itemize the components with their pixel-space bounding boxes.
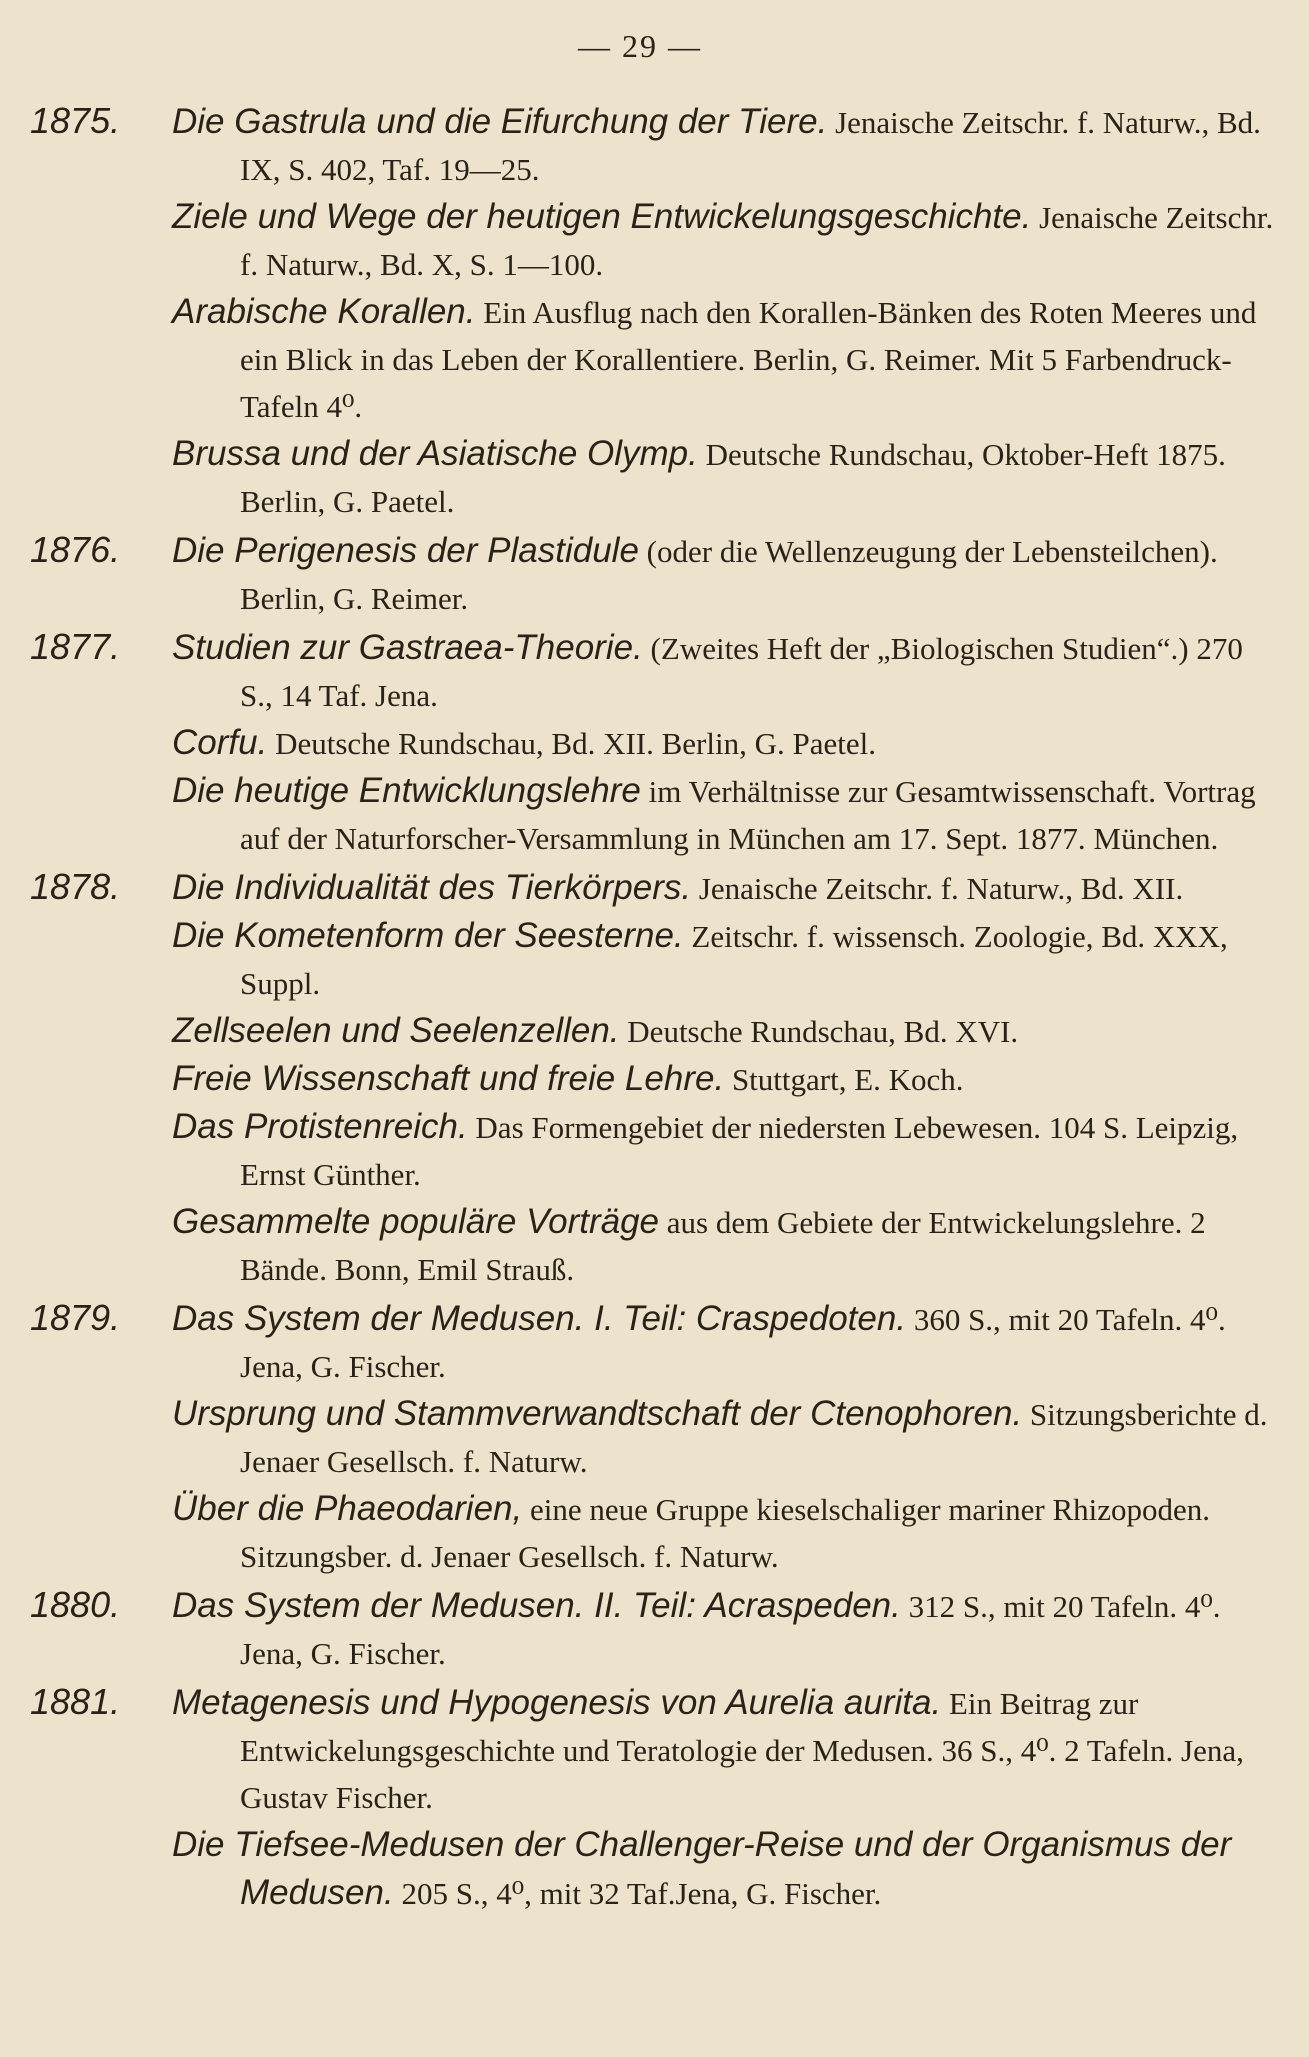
entry-year: 1878. <box>30 866 121 907</box>
publication-entry <box>172 1198 1275 1293</box>
publication-entry <box>172 1295 1275 1390</box>
publication-title: Die Tiefsee-Medusen der Challenger-Reise und der Organismus der Medusen. <box>172 1825 1232 1912</box>
publication-title: Die Kometenform der Seesterne. <box>172 916 684 955</box>
publication-entry <box>172 864 1275 912</box>
year-entry <box>30 864 1275 1293</box>
publication-title: Freie Wissenschaft und freie Lehre. <box>172 1059 725 1098</box>
publication-details: Das Formengebiet der niedersten Lebewesen. 104 S. Leipzig, Ernst Günther. <box>240 1110 1239 1192</box>
publication-entry <box>172 430 1275 525</box>
publication-entry <box>172 1679 1275 1821</box>
publication-details: Deutsche Rundschau, Bd. XII. Berlin, G. Paetel. <box>267 726 876 761</box>
publication-title: Zellseelen und Seelenzellen. <box>172 1011 620 1050</box>
publication-details: Ein Ausflug nach den Korallen-Bänken des Roten Meeres und ein Blick in das Leben der Korallentiere. Berlin, G. Reimer. Mit 5 Farbendruck-Tafeln 4⁰. <box>240 295 1257 424</box>
publication-title: Metagenesis und Hypogenesis von Aurelia aurita. <box>172 1683 942 1722</box>
publication-title: Ursprung und Stammverwandtschaft der Ctenophoren. <box>172 1394 1023 1433</box>
year-entry <box>30 1679 1275 1917</box>
publication-details: 205 S., 4⁰, mit 32 Taf.Jena, G. Fischer. <box>393 1876 882 1911</box>
publication-entry <box>172 288 1275 430</box>
publication-details: im Verhältnisse zur Gesamtwissenschaft. Vortrag auf der Naturforscher-Versammlung in München am 17. Sept. 1877. München. <box>240 774 1256 856</box>
publication-details: Jenaische Zeitschr. f. Naturw., Bd. IX, S. 402, Taf. 19—25. <box>240 105 1261 187</box>
entry-year: 1879. <box>30 1297 121 1338</box>
publication-details: Zeitschr. f. wissensch. Zoologie, Bd. XXX, Suppl. <box>240 919 1228 1001</box>
publication-details: Ein Beitrag zur Entwickelungsgeschichte und Teratologie der Medusen. 36 S., 4⁰. 2 Tafeln. Jena, Gustav Fischer. <box>240 1686 1244 1815</box>
publication-details: eine neue Gruppe kieselschaliger mariner Rhizopoden. Sitzungsber. d. Jenaer Gesellsch. f. Naturw. <box>240 1492 1211 1574</box>
year-entry <box>30 527 1275 622</box>
year-entry <box>30 624 1275 862</box>
entry-year: 1880. <box>30 1584 121 1625</box>
publication-entry <box>172 624 1275 719</box>
year-entry <box>30 1295 1275 1580</box>
publication-details: Stuttgart, E. Koch. <box>724 1062 964 1097</box>
publication-details: Deutsche Rundschau, Oktober-Heft 1875. Berlin, G. Paetel. <box>240 437 1226 519</box>
publication-entry <box>172 193 1275 288</box>
bibliography-list <box>30 98 1275 1919</box>
publication-title: Brussa und der Asiatische Olymp. <box>172 434 698 473</box>
publication-title: Corfu. <box>172 723 268 762</box>
publication-details: Jenaische Zeitschr. f. Naturw., Bd. XII. <box>691 871 1184 906</box>
publication-entry <box>172 1390 1275 1485</box>
publication-title: Das Protistenreich. <box>172 1107 468 1146</box>
publication-details: Jenaische Zeitschr. f. Naturw., Bd. X, S. 1—100. <box>240 200 1274 282</box>
publication-title: Das System der Medusen. II. Teil: Acraspeden. <box>172 1586 901 1625</box>
publication-details: (oder die Wellenzeugung der Lebensteilchen). Berlin, G. Reimer. <box>240 534 1218 616</box>
publication-details: Deutsche Rundschau, Bd. XVI. <box>619 1014 1019 1049</box>
publication-title: Gesammelte populäre Vorträge <box>172 1202 660 1241</box>
publication-details: Sitzungsberichte d. Jenaer Gesellsch. f. Naturw. <box>240 1397 1268 1479</box>
entry-year: 1877. <box>30 626 121 667</box>
publication-title: Die heutige Entwicklungslehre <box>172 771 641 810</box>
publication-entry <box>172 98 1275 193</box>
publication-title: Die Individualität des Tierkörpers. <box>172 868 692 907</box>
year-entry <box>30 1582 1275 1677</box>
publication-title: Das System der Medusen. I. Teil: Craspedoten. <box>172 1299 907 1338</box>
publication-details: aus dem Gebiete der Entwickelungslehre. 2 Bände. Bonn, Emil Strauß. <box>240 1205 1206 1287</box>
publication-title: Ziele und Wege der heutigen Entwickelungsgeschichte. <box>172 197 1032 236</box>
publication-entry <box>172 719 1275 767</box>
entry-year: 1881. <box>30 1681 121 1722</box>
publication-details: 312 S., mit 20 Tafeln. 4⁰. Jena, G. Fischer. <box>240 1589 1221 1671</box>
publication-entry <box>172 527 1275 622</box>
publication-title: Studien zur Gastraea-Theorie. <box>172 628 643 667</box>
publication-entry <box>172 1007 1275 1055</box>
publication-entry <box>172 1055 1275 1103</box>
publication-entry <box>172 767 1275 862</box>
publication-title: Die Perigenesis der Plastidule <box>172 531 639 570</box>
entry-year: 1875. <box>30 100 121 141</box>
publication-title: Über die Phaeodarien, <box>172 1489 523 1528</box>
year-entry <box>30 98 1275 525</box>
publication-title: Arabische Korallen. <box>172 292 476 331</box>
publication-entry <box>172 1103 1275 1198</box>
publication-details: 360 S., mit 20 Tafeln. 4⁰. Jena, G. Fischer. <box>240 1302 1226 1384</box>
publication-title: Die Gastrula und die Eifurchung der Tiere. <box>172 102 828 141</box>
page-number: — 29 — <box>578 28 702 64</box>
publication-details: (Zweites Heft der „Biologischen Studien“.) 270 S., 14 Taf. Jena. <box>240 631 1243 713</box>
publication-entry <box>172 1821 1275 1917</box>
entry-year: 1876. <box>30 529 121 570</box>
publication-entry <box>172 1485 1275 1580</box>
publication-entry <box>172 1582 1275 1677</box>
publication-entry <box>172 912 1275 1007</box>
